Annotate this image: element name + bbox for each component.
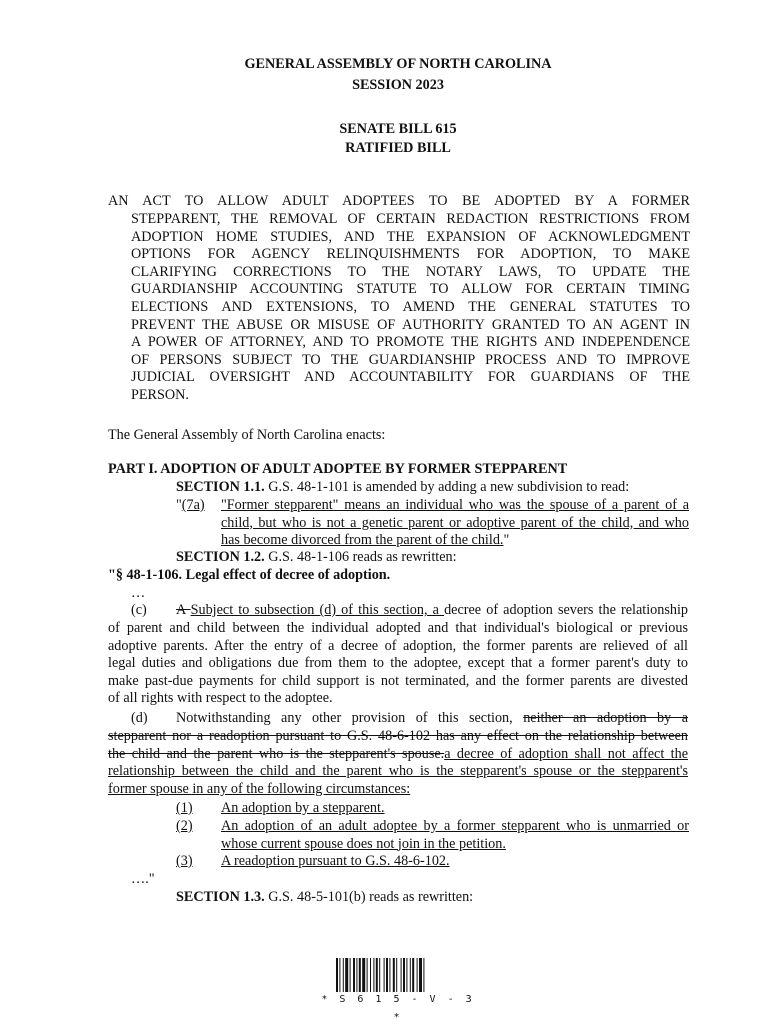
item-text: An adoption by a stepparent. — [221, 800, 385, 816]
quote-mark: " — [503, 532, 510, 549]
definition-line-last — [221, 532, 689, 550]
section-label: SECTION 1.2. — [176, 549, 265, 565]
barcode-bar — [370, 958, 371, 992]
section-1-3 — [176, 889, 473, 907]
header-session: SESSION 2023 — [352, 77, 444, 93]
barcode-bar — [393, 958, 395, 992]
item-text: A readoption pursuant to G.S. 48-6-102. — [221, 853, 450, 869]
inserted-text: a decree of adoption shall not affect the — [444, 745, 688, 762]
section-label: SECTION 1.1. — [176, 479, 265, 495]
barcode-bar — [373, 958, 374, 992]
act-title-line: OF PERSONS SUBJECT TO THE GUARDIANSHIP PROCESS AND TO IMPROVE — [131, 351, 690, 368]
enacting-clause: The General Assembly of North Carolina enacts: — [108, 427, 386, 443]
definition-line: has become divorced from the parent of the child. — [221, 532, 504, 549]
item-text: whose current spouse does not join in the petition. — [221, 835, 506, 852]
barcode-bar — [339, 958, 340, 992]
barcode-bar — [406, 958, 407, 992]
subdivision-number: (7a) — [181, 497, 205, 513]
plain-text: decree of adoption severs the relationship — [444, 602, 688, 618]
act-title-line: CLARIFYING CORRECTIONS TO THE NOTARY LAWS, TO UPDATE THE — [131, 263, 690, 280]
item-number: (2) — [176, 818, 193, 834]
struck-text: the child and the parent who is the stepparent's spouse. — [108, 745, 445, 762]
barcode-bar — [376, 958, 378, 992]
barcode-bar — [401, 958, 402, 992]
act-title-line: PREVENT THE ABUSE OR MISUSE OF AUTHORITY GRANTED TO AN AGENT IN — [131, 316, 690, 333]
definition-line: child, but who is not a genetic parent or adoptive parent of the child, and who — [221, 514, 689, 531]
act-title-line: OPTIONS FOR AGENCY RELINQUISHMENTS FOR ADOPTION, TO MAKE — [131, 246, 690, 263]
item-number: (3) — [176, 853, 193, 869]
body-line: legal duties and obligations due from them to the adoptee, except that a former parent's duty to — [108, 655, 688, 672]
body-line: adoptive parents. After the entry of a decree of adoption, the former parents are relieved of all — [108, 637, 688, 654]
act-title-line: STEPPARENT, THE REMOVAL OF CERTAIN REDACTION RESTRICTIONS FROM — [131, 211, 690, 227]
barcode-bar — [403, 958, 405, 992]
act-title-line: A POWER OF ATTORNEY, AND TO PROMOTE THE RIGHTS AND INDEPENDENCE — [131, 334, 690, 351]
definition-number — [176, 497, 205, 515]
subsection-d-label: (d) — [131, 710, 148, 726]
act-title-line: JUDICIAL OVERSIGHT AND ACCOUNTABILITY FOR GUARDIANS OF THE — [131, 369, 690, 386]
barcode-bar — [389, 958, 390, 992]
barcode-bar — [410, 958, 411, 992]
barcode-bar — [396, 958, 397, 992]
barcode — [336, 958, 460, 992]
barcode-bar — [353, 958, 355, 992]
part-heading: PART I. ADOPTION OF ADULT ADOPTEE BY FORMER STEPPARENT — [108, 461, 568, 477]
barcode-bar — [367, 958, 368, 992]
act-title-line: ELECTIONS AND EXTENSIONS, TO AMEND THE GENERAL STATUTES TO — [131, 298, 690, 315]
statute-heading: "§ 48-1-106. Legal effect of decree of adoption. — [108, 567, 391, 583]
subsection-c-body — [108, 620, 688, 708]
body-line: make past-due payments for child support is not terminated, and the former parents are divested — [108, 672, 688, 689]
section-1-2 — [176, 549, 457, 567]
header-bill-number: SENATE BILL 615 — [339, 121, 457, 137]
barcode-bar — [336, 958, 338, 992]
struck-text: A — [176, 602, 191, 618]
barcode-caption: * S 6 1 5 - V - 3 * — [321, 994, 475, 1023]
section-1-1 — [176, 479, 629, 497]
inserted-line: relationship between the child and the parent who is the stepparent's spouse or the stepparent's — [108, 763, 688, 780]
subsection-d-first-line — [176, 710, 688, 728]
barcode-bar — [345, 958, 348, 992]
act-title-line: GUARDIANSHIP ACCOUNTING STATUTE TO ALLOW FOR CERTAIN TIMING — [131, 281, 690, 298]
body-line: of all rights with respect to the adoptee. — [108, 690, 333, 707]
item-number: (1) — [176, 800, 193, 816]
definition-text — [221, 497, 689, 550]
act-title-continuation — [131, 211, 690, 405]
act-title-line: ADOPTION HOME STUDIES, AND THE EXPANSION OF ACKNOWLEDGMENT — [131, 228, 690, 245]
item-text-block — [221, 818, 689, 853]
barcode-bar — [343, 958, 344, 992]
barcode-bar — [423, 958, 424, 992]
quote-mark: " — [176, 497, 182, 513]
definition-line: "Former stepparent" means an individual who was the spouse of a parent of a — [221, 497, 689, 513]
barcode-bar — [384, 958, 385, 992]
mixed-line — [108, 746, 688, 764]
section-text: G.S. 48-1-101 is amended by adding a new subdivision to read: — [268, 479, 630, 495]
item-text: An adoption of an adult adoptee by a former stepparent who is unmarried or — [221, 818, 689, 834]
subsection-d-body — [108, 728, 688, 798]
closing-ellipsis: …." — [131, 871, 155, 887]
section-text: G.S. 48-5-101(b) reads as rewritten: — [268, 889, 474, 905]
subsection-c-label: (c) — [131, 602, 147, 618]
subsection-c-first-line — [176, 602, 688, 620]
body-line: of parent and child between the individual adopted and that individual's biological or previous — [108, 620, 688, 636]
barcode-bar — [379, 958, 380, 992]
barcode-bar — [412, 958, 414, 992]
section-text: G.S. 48-1-106 reads as rewritten: — [268, 549, 457, 565]
barcode-bar — [419, 958, 422, 992]
act-title-line: PERSON. — [131, 386, 189, 403]
act-title-first-line: AN ACT TO ALLOW ADULT ADOPTEES TO BE ADOPTED BY A FORMER — [108, 193, 690, 209]
inserted-line: former spouse in any of the following circumstances: — [108, 780, 411, 797]
barcode-bar — [350, 958, 351, 992]
section-label: SECTION 1.3. — [176, 889, 265, 905]
struck-line: stepparent nor a readoption pursuant to G.S. 48-6-102 has any effect on the relationship between — [108, 728, 688, 744]
barcode-bar — [356, 958, 357, 992]
header-bill-status: RATIFIED BILL — [345, 140, 451, 156]
struck-text: neither an adoption by a — [523, 710, 688, 726]
barcode-bar — [417, 958, 418, 992]
barcode-bar — [359, 958, 361, 992]
barcode-bar — [362, 958, 365, 992]
plain-text: Notwithstanding any other provision of this section, — [176, 710, 524, 726]
header-assembly: GENERAL ASSEMBLY OF NORTH CAROLINA — [244, 56, 552, 72]
ellipsis: … — [131, 585, 146, 601]
barcode-bar — [386, 958, 388, 992]
inserted-text: Subject to subsection (d) of this section, a — [190, 602, 445, 618]
